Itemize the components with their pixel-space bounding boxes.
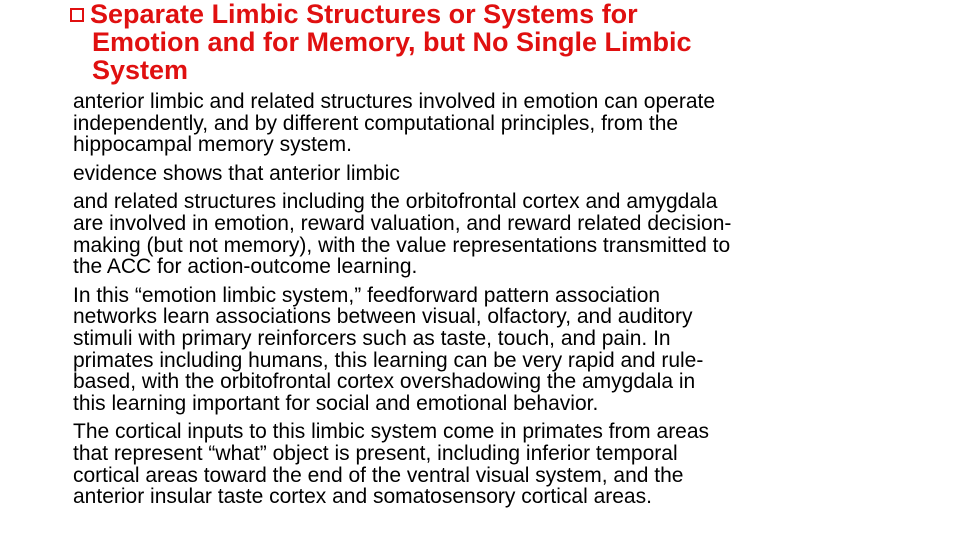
- body-line: and related structures including the orbitofrontal cortex and amygdala: [73, 190, 718, 214]
- body-line: The cortical inputs to this limbic system come in primates from areas: [73, 420, 710, 444]
- body-line: the ACC for action-outcome learning.: [73, 255, 418, 279]
- body-line: evidence shows that anterior limbic: [73, 161, 400, 185]
- body-line: anterior insular taste cortex and somatosensory cortical areas.: [73, 485, 652, 509]
- body-line: independently, and by different computational principles, from the: [73, 111, 679, 135]
- slide-title: [70, 0, 930, 84]
- body-line: anterior limbic and related structures involved in emotion can operate: [73, 90, 716, 113]
- body-line: that represent “what” object is present, including inferior temporal: [73, 441, 678, 465]
- hollow-square-bullet-icon: [70, 8, 84, 22]
- body-line: are involved in emotion, reward valuation, and reward related decision-: [73, 211, 732, 235]
- body-line: based, with the orbitofrontal cortex overshadowing the amygdala in: [73, 370, 696, 394]
- title-line-3: System: [92, 55, 189, 85]
- paragraph-2: [73, 163, 933, 185]
- body-line: cortical areas toward the end of the ventral visual system, and the: [73, 463, 684, 487]
- body-line: In this “emotion limbic system,” feedforward pattern association: [73, 283, 661, 307]
- paragraph-5: [73, 421, 933, 507]
- body-line: making (but not memory), with the value representations transmitted to: [73, 233, 731, 257]
- body-line: hippocampal memory system.: [73, 133, 352, 157]
- body-line: networks learn associations between visual, olfactory, and auditory: [73, 305, 693, 329]
- paragraph-1: [73, 91, 933, 156]
- body-line: stimuli with primary reinforcers such as taste, touch, and pain. In: [73, 326, 671, 350]
- paragraph-3: [73, 191, 933, 277]
- body-line: this learning important for social and emotional behavior.: [73, 391, 599, 415]
- slide-body: [73, 91, 933, 508]
- title-line-1-text: Separate Limbic Structures or Systems for: [90, 0, 638, 29]
- title-line-1: [70, 0, 930, 28]
- body-line: primates including humans, this learning can be very rapid and rule-: [73, 348, 704, 372]
- paragraph-4: [73, 285, 933, 415]
- title-line-2: Emotion and for Memory, but No Single Limbic: [92, 27, 692, 57]
